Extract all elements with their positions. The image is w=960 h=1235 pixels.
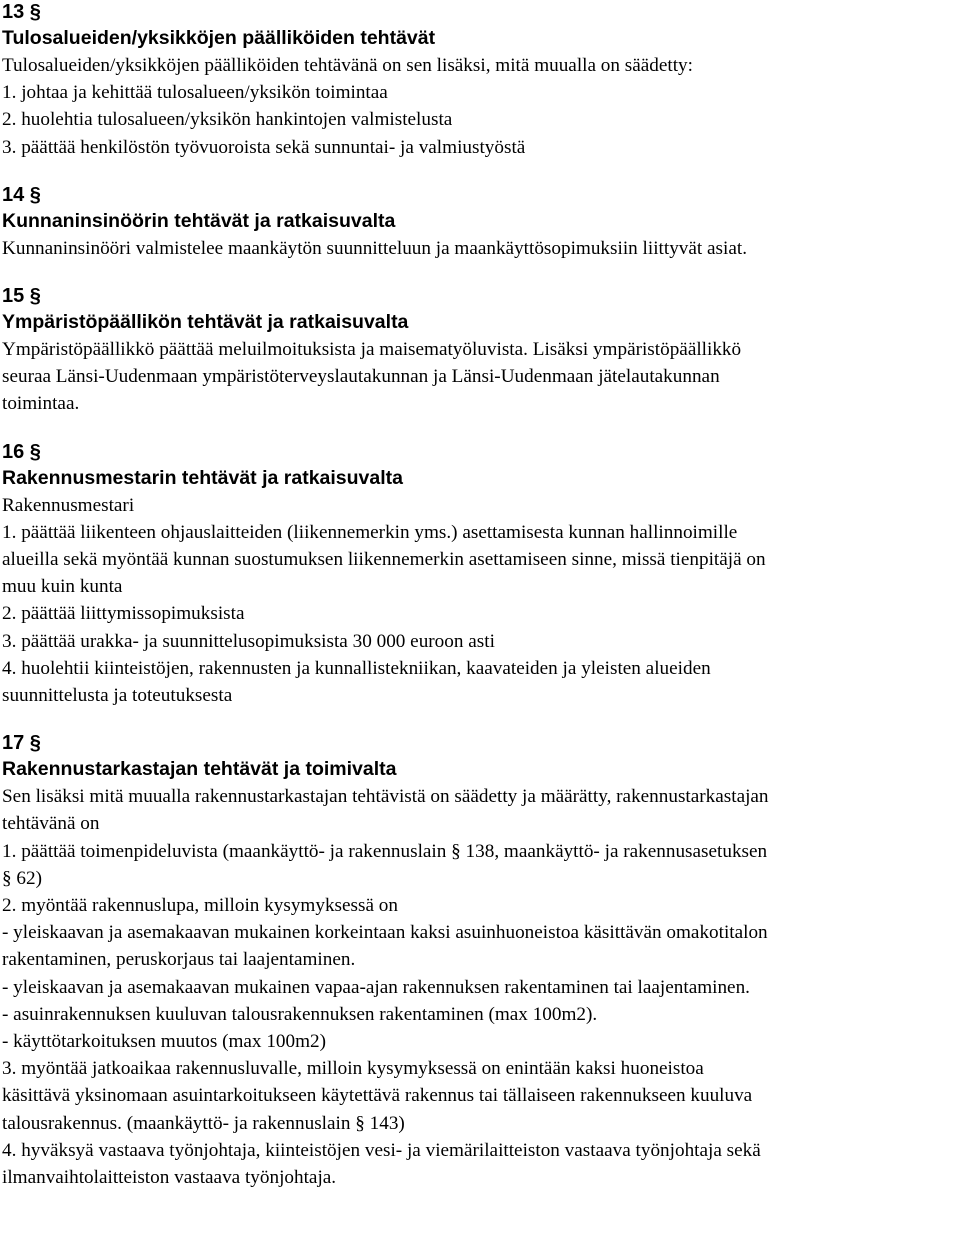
section-title: Tulosalueiden/yksikköjen päälliköiden tehtävät bbox=[2, 27, 436, 49]
section-title: Rakennusmestarin tehtävät ja ratkaisuvalta bbox=[2, 466, 404, 489]
list-item: - yleiskaavan ja asemakaavan mukainen vapaa-ajan rakennuksen rakentaminen tai laajentaminen. bbox=[2, 976, 750, 998]
section-number: 15 § bbox=[2, 285, 41, 308]
section-gap bbox=[2, 161, 957, 183]
section-13 bbox=[2, 0, 957, 161]
section-gap bbox=[2, 418, 957, 440]
paragraph-line: Tulosalueiden/yksikköjen päälliköiden tehtävänä on sen lisäksi, mitä muualla on säädetty: bbox=[2, 55, 693, 76]
paragraph-line: Kunnaninsinööri valmistelee maankäytön suunnitteluun ja maankäyttösopimuksiin liittyvät asiat. bbox=[2, 237, 747, 259]
list-item: - yleiskaavan ja asemakaavan mukainen korkeintaan kaksi asuinhuoneistoa käsittävän omakotitalon bbox=[2, 922, 768, 944]
list-item: 3. myöntää jatkoaikaa rakennusluvalle, milloin kysymyksessä on enintään kaksi huoneistoa bbox=[2, 1058, 704, 1080]
section-number: 17 § bbox=[2, 732, 41, 755]
section-number: 16 § bbox=[2, 440, 41, 463]
paragraph-line: Sen lisäksi mitä muualla rakennustarkastajan tehtävistä on säädetty ja määrätty, rakennustarkastajan bbox=[2, 786, 769, 808]
paragraph-line: tehtävänä on bbox=[2, 813, 100, 835]
section-title: Rakennustarkastajan tehtävät ja toimivalta bbox=[2, 758, 397, 781]
paragraph-line: muu kuin kunta bbox=[2, 576, 123, 598]
list-item: 4. hyväksyä vastaava työnjohtaja, kiinteistöjen vesi- ja viemärilaitteiston vastaava työnjohtaja sekä bbox=[2, 1139, 761, 1161]
paragraph-line: Ympäristöpäällikkö päättää meluilmoituksista ja maisematyöluvista. Lisäksi ympäristöpäällikkö bbox=[2, 339, 742, 361]
paragraph-line: alueilla sekä myöntää kunnan suostumuksen liikennemerkin asettamiseen sinne, missä tienpitäjä on bbox=[2, 549, 766, 571]
list-item: 2. myöntää rakennuslupa, milloin kysymyksessä on bbox=[2, 895, 398, 917]
section-16 bbox=[2, 440, 957, 710]
paragraph-line: ilmanvaihtolaitteiston vastaava työnjohtaja. bbox=[2, 1167, 337, 1189]
paragraph-line: rakentaminen, peruskorjaus tai laajentaminen. bbox=[2, 949, 356, 971]
paragraph-line: toimintaa. bbox=[2, 393, 80, 415]
paragraph-line: seuraa Länsi-Uudenmaan ympäristöterveyslautakunnan ja Länsi-Uudenmaan jätelautakunnan bbox=[2, 366, 720, 388]
section-14 bbox=[2, 183, 957, 262]
list-item: 1. päättää liikenteen ohjauslaitteiden (liikennemerkin yms.) asettamisesta kunnan hallinnoimille bbox=[2, 521, 738, 543]
paragraph-line: suunnittelusta ja toteutuksesta bbox=[2, 685, 233, 707]
list-item: 1. päättää toimenpideluvista (maankäyttö- ja rakennuslain § 138, maankäyttö- ja rakennusasetuksen bbox=[2, 840, 768, 862]
section-gap bbox=[2, 709, 957, 731]
list-item: 3. päättää urakka- ja suunnittelusopimuksista 30 000 euroon asti bbox=[2, 630, 495, 652]
section-number: 13 § bbox=[2, 1, 41, 23]
section-17 bbox=[2, 731, 957, 1191]
list-item: 2. päättää liittymissopimuksista bbox=[2, 603, 245, 625]
section-15 bbox=[2, 284, 957, 418]
list-item: 4. huolehtii kiinteistöjen, rakennusten ja kunnallistekniikan, kaavateiden ja yleisten alueiden bbox=[2, 657, 711, 679]
paragraph-line: § 62) bbox=[2, 867, 42, 889]
paragraph-line: käsittävä yksinomaan asuintarkoitukseen käytettävä rakennus tai tällaiseen rakennukseen kuuluva bbox=[2, 1085, 753, 1107]
list-item: 3. päättää henkilöstön työvuoroista sekä sunnuntai- ja valmiustyöstä bbox=[2, 136, 526, 158]
document-page bbox=[2, 0, 957, 1191]
paragraph-line: talousrakennus. (maankäyttö- ja rakennuslain § 143) bbox=[2, 1112, 405, 1134]
list-item: 2. huolehtia tulosalueen/yksikön hankintojen valmistelusta bbox=[2, 109, 453, 131]
list-item: 1. johtaa ja kehittää tulosalueen/yksikön toimintaa bbox=[2, 82, 388, 104]
paragraph-line: Rakennusmestari bbox=[2, 494, 135, 516]
list-item: - käyttötarkoituksen muutos (max 100m2) bbox=[2, 1031, 327, 1053]
section-title: Kunnaninsinöörin tehtävät ja ratkaisuvalta bbox=[2, 209, 396, 232]
section-title: Ympäristöpäällikön tehtävät ja ratkaisuvalta bbox=[2, 311, 409, 334]
section-gap bbox=[2, 262, 957, 284]
list-item: - asuinrakennuksen kuuluvan talousrakennuksen rakentaminen (max 100m2). bbox=[2, 1003, 598, 1025]
section-number: 14 § bbox=[2, 183, 41, 206]
